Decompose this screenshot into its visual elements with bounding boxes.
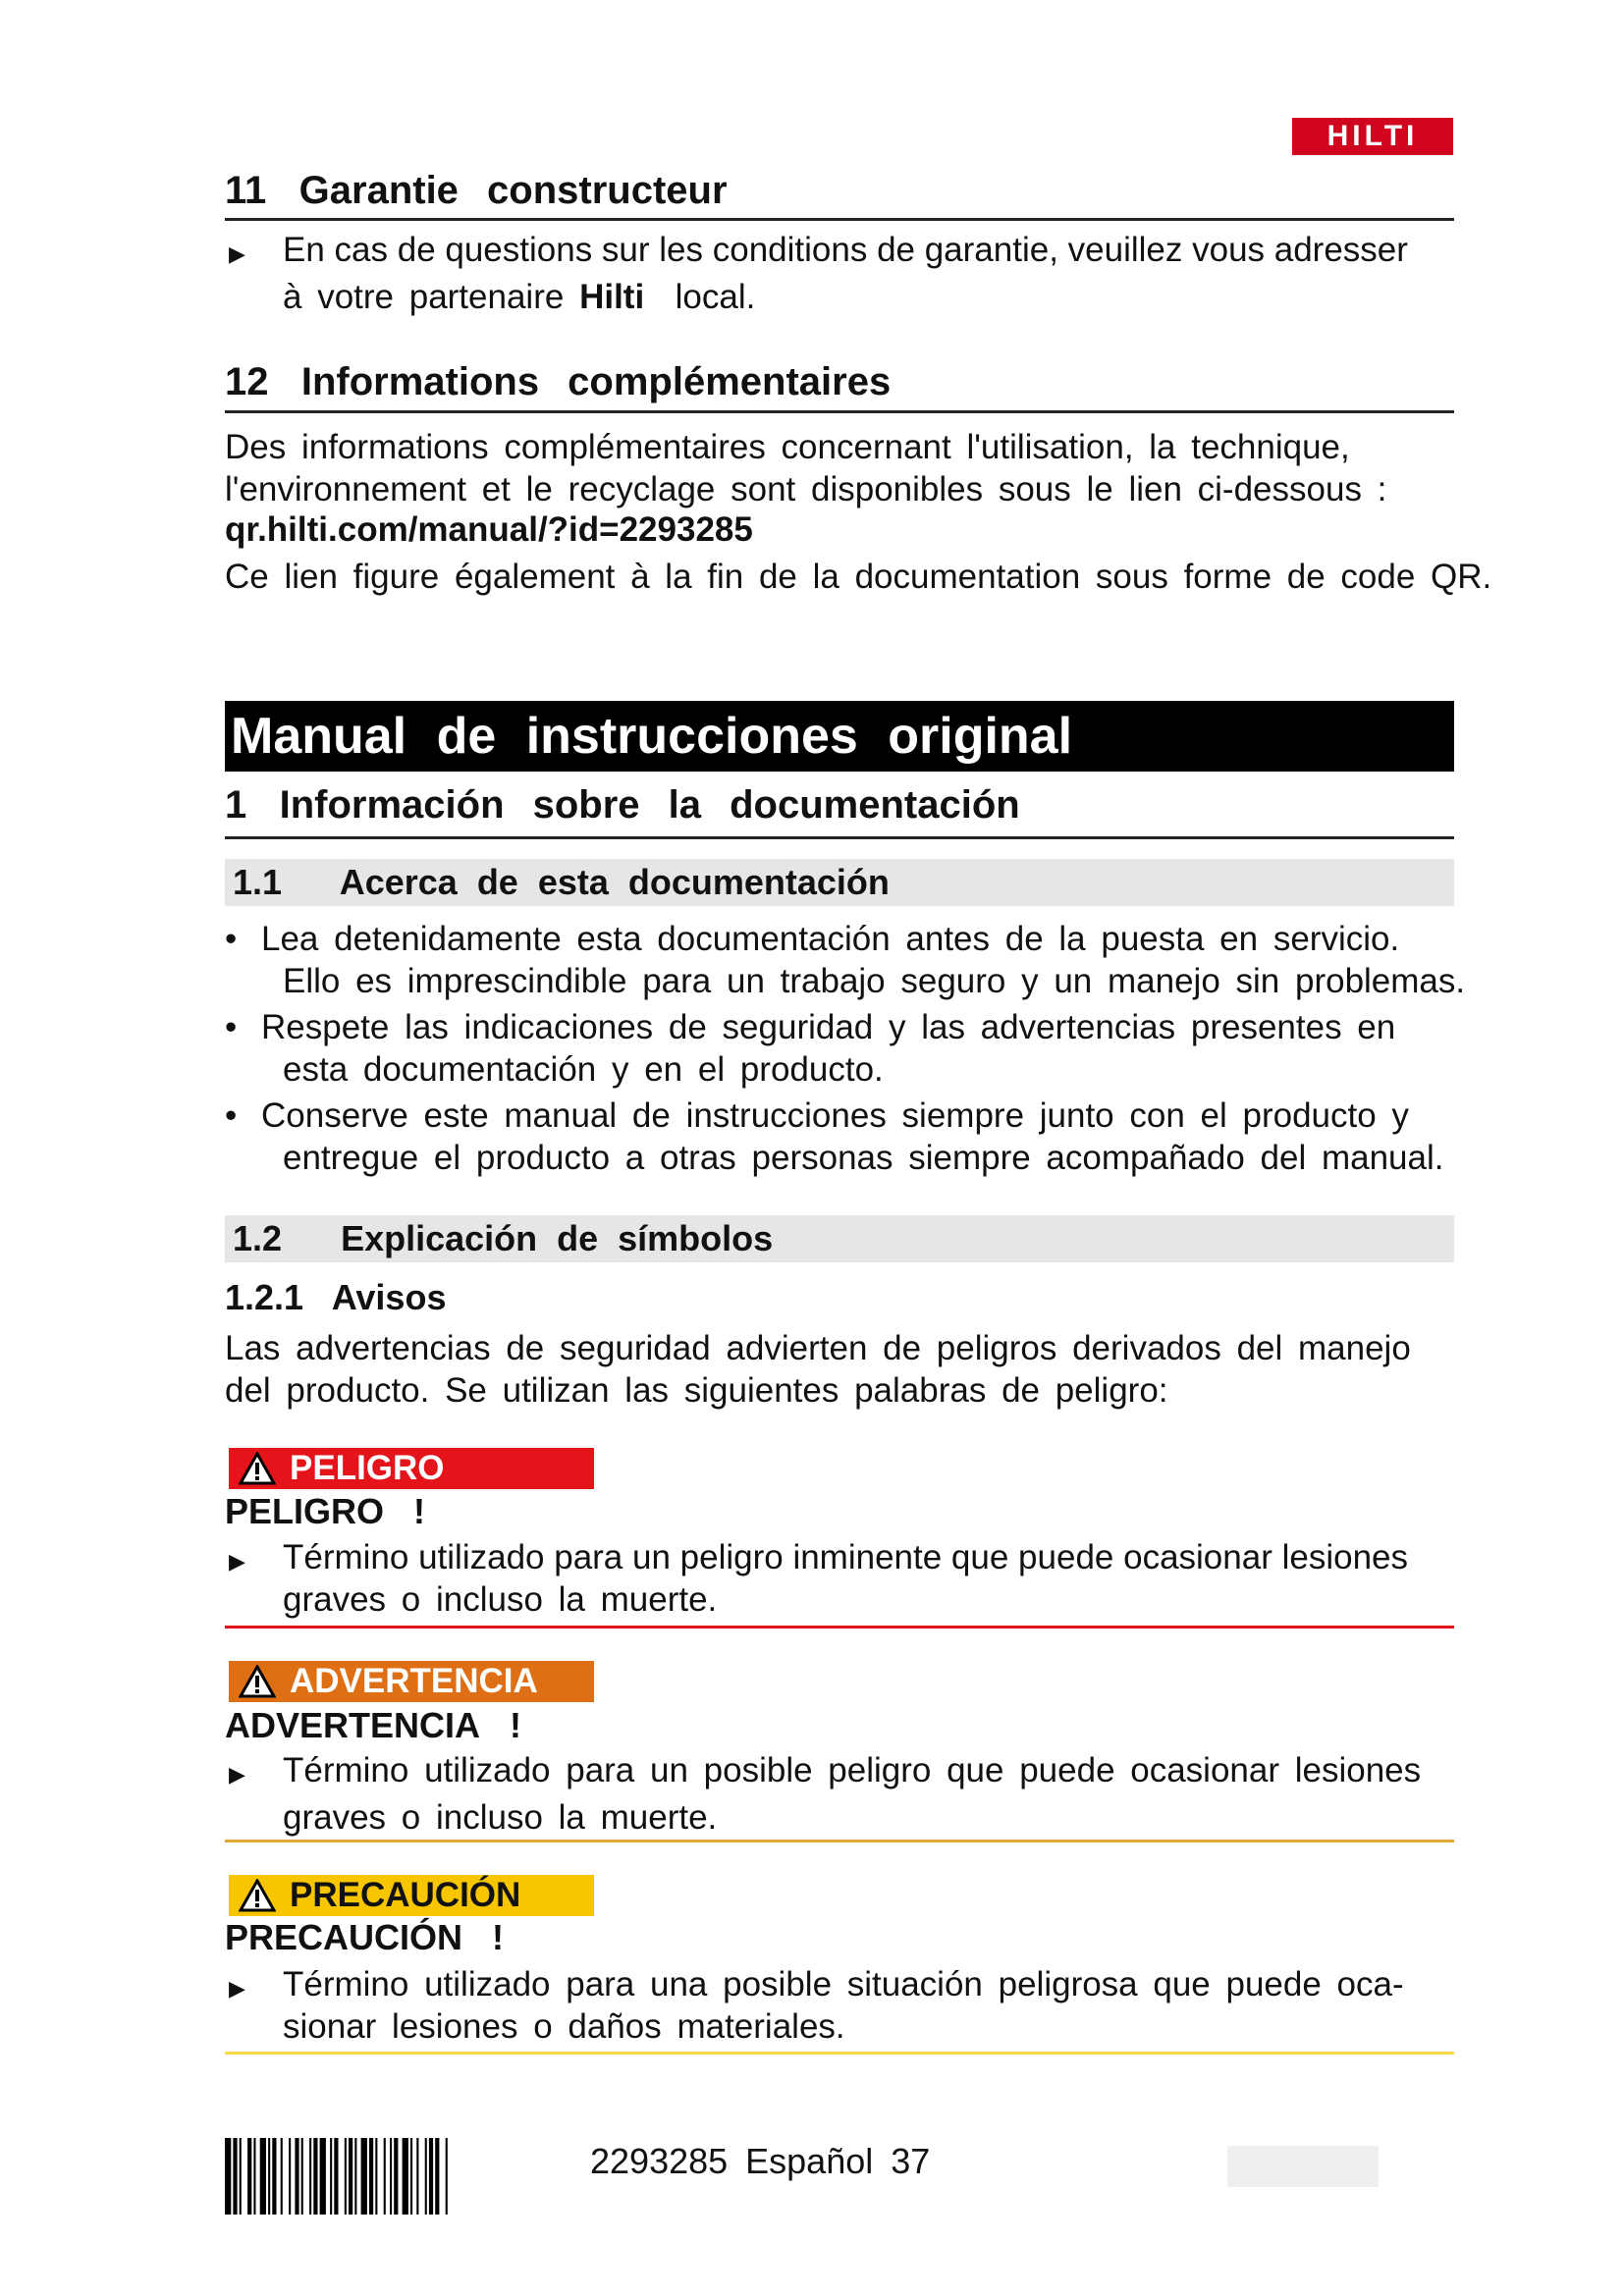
brand-name: Hilti	[579, 278, 645, 316]
caution-tag: PRECAUCIÓN	[229, 1875, 594, 1916]
section-11-heading	[225, 167, 728, 214]
list-item: esta documentación y en el producto.	[283, 1050, 884, 1089]
list-item: Ello es imprescindible para un trabajo seguro y un manejo sin problemas.	[283, 962, 1466, 1000]
signal-word: PRECAUCIÓN !	[225, 1917, 505, 1957]
paragraph-line: graves o incluso la muerte.	[283, 1580, 718, 1619]
subsection-1-1-heading: 1.1 Acerca de esta documentación	[225, 859, 1454, 906]
signal-word: PELIGRO !	[225, 1491, 426, 1531]
heading-rule	[225, 218, 1454, 221]
section-1-heading	[225, 781, 1020, 828]
bullet-arrow-icon: ▶	[229, 1762, 245, 1787]
paragraph-line: del producto. Se utilizan las siguientes palabras de peligro:	[225, 1371, 1168, 1410]
section-title: Garantie constructeur	[298, 169, 728, 212]
section-title: Informations complémentaires	[300, 360, 892, 403]
bullet-dot-icon: •	[225, 1096, 238, 1135]
paragraph-line: à votre partenaire Hilti local.	[283, 278, 756, 316]
heading-rule	[225, 836, 1454, 839]
footer-page-info: 2293285 Español 37	[590, 2141, 931, 2181]
section-number: 1	[225, 783, 247, 827]
heading-rule	[225, 410, 1454, 413]
paragraph-line: Las advertencias de seguridad advierten de peligros derivados del manejo	[225, 1329, 1411, 1367]
bullet-dot-icon: •	[225, 1008, 238, 1046]
section-12-heading	[225, 358, 891, 405]
warning-triangle-icon	[239, 1665, 276, 1698]
hilti-logo: HILTI	[1292, 118, 1453, 155]
section-title: Información sobre la documentación	[279, 783, 1020, 827]
section-number: 11	[225, 169, 267, 212]
bullet-arrow-icon: ▶	[229, 1976, 245, 2001]
bullet-arrow-icon: ▶	[229, 1549, 245, 1574]
paragraph-line: Término utilizado para un peligro inminente que puede ocasionar lesiones	[283, 1538, 1408, 1576]
danger-separator	[225, 1626, 1454, 1629]
warning-tag: ADVERTENCIA	[229, 1661, 594, 1702]
bullet-dot-icon: •	[225, 920, 238, 958]
barcode-icon	[225, 2138, 561, 2215]
paragraph-line: sionar lesiones o daños materiales.	[283, 2007, 845, 2046]
warning-triangle-icon	[239, 1879, 276, 1912]
paragraph-line: Des informations complémentaires concernant l'utilisation, la technique,	[225, 428, 1350, 466]
list-item: Respete las indicaciones de seguridad y las advertencias presentes en	[261, 1008, 1396, 1046]
list-item: entregue el producto a otras personas siempre acompañado del manual.	[283, 1139, 1444, 1177]
subsection-1-2-heading: 1.2 Explicación de símbolos	[225, 1215, 1454, 1262]
bullet-arrow-icon: ▶	[229, 241, 245, 266]
paragraph-line: En cas de questions sur les conditions de garantie, veuillez vous adresser	[283, 231, 1408, 269]
subsection-1-2-1-heading: 1.2.1 Avisos	[225, 1277, 447, 1317]
danger-tag: PELIGRO	[229, 1448, 594, 1489]
paragraph-line: Término utilizado para una posible situación peligrosa que puede oca-	[283, 1965, 1404, 2003]
warning-triangle-icon	[239, 1452, 276, 1485]
paragraph-line: graves o incluso la muerte.	[283, 1798, 718, 1837]
manual-title-banner: Manual de instrucciones original	[225, 701, 1454, 772]
section-number: 12	[225, 360, 269, 403]
caution-separator	[225, 2052, 1454, 2055]
paragraph-line: Término utilizado para un posible peligro que puede ocasionar lesiones	[283, 1751, 1422, 1789]
footer-placeholder-box	[1227, 2146, 1379, 2187]
warning-separator	[225, 1840, 1454, 1842]
list-item: Conserve este manual de instrucciones siempre junto con el producto y	[261, 1096, 1409, 1135]
paragraph-line: l'environnement et le recyclage sont disponibles sous le lien ci-dessous :	[225, 470, 1387, 508]
manual-link[interactable]: qr.hilti.com/manual/?id=2293285	[225, 510, 753, 549]
signal-word: ADVERTENCIA !	[225, 1705, 522, 1745]
list-item: Lea detenidamente esta documentación antes de la puesta en servicio.	[261, 920, 1400, 958]
paragraph-line: Ce lien figure également à la fin de la documentation sous forme de code QR.	[225, 558, 1492, 596]
